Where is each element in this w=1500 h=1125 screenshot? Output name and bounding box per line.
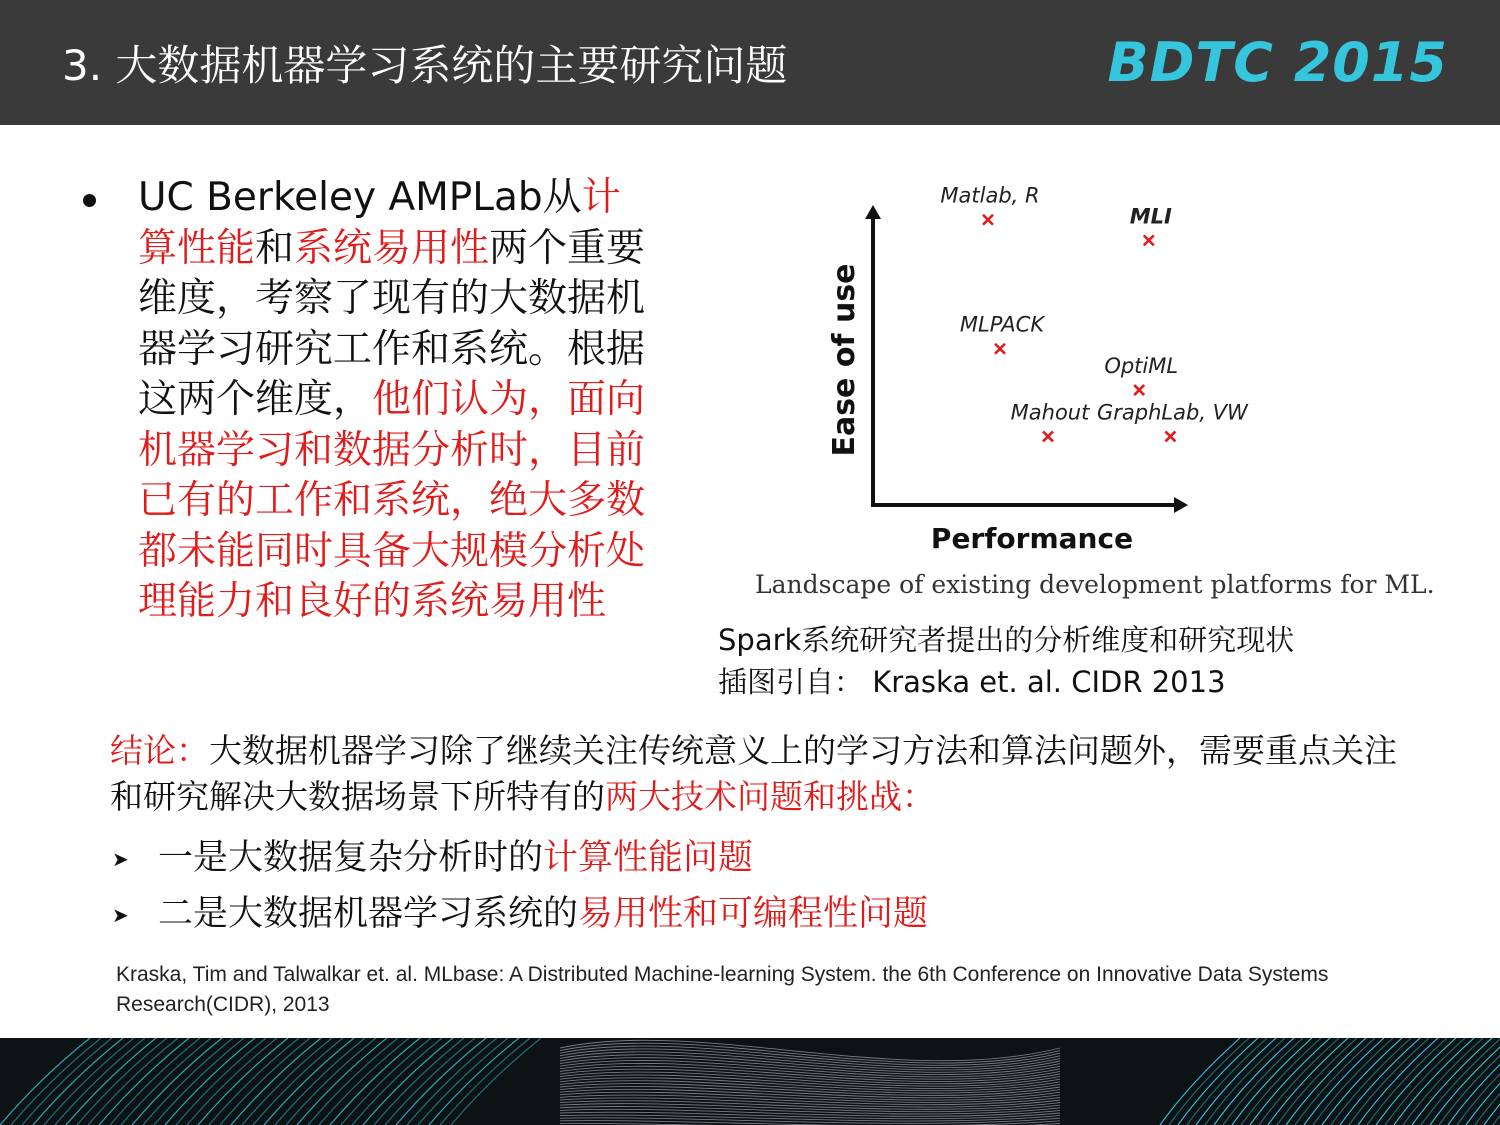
wave-line <box>1196 1038 1276 1125</box>
left-bullet-text <box>138 173 648 628</box>
wave-line <box>1160 1038 1240 1125</box>
chart-point <box>1130 204 1172 245</box>
y-axis-label: Ease of use <box>827 263 862 457</box>
wave-line <box>560 1101 1060 1110</box>
wave-pattern-icon <box>0 1038 1500 1125</box>
slide-title: 3. 大数据机器学习系统的主要研究问题 <box>62 41 788 90</box>
scatter-chart <box>800 160 1460 590</box>
y-axis-arrow-icon <box>865 205 881 219</box>
point-label: GraphLab, VW <box>1097 400 1248 425</box>
bullet-segment: 两个重要维度，考察了现有的大数据机器学习研究工作和系统。根据这两个维度， <box>138 225 646 422</box>
bullet-segment: 和 <box>255 225 295 271</box>
list-item-prefix: 二是大数据机器学习系统的 <box>158 894 579 934</box>
wave-line <box>560 1118 1060 1124</box>
list-item <box>112 830 753 880</box>
arrow-bullet-icon: ➤ <box>112 903 129 927</box>
point-label: Mahout <box>1010 400 1090 425</box>
point-label: MLI <box>1129 204 1172 229</box>
bullet-segment-highlight: 他们认为，面向机器学习和数据分析时，目前已有的工作和系统，绝大多数都未能同时具备大规模分析处理能力和良好的系统易用性 <box>138 377 646 624</box>
chart-points <box>940 184 1249 442</box>
footer-decoration <box>0 1038 1500 1125</box>
arrow-bullet-icon: ➤ <box>112 847 129 871</box>
chart-point <box>1104 354 1178 395</box>
list-item <box>112 886 928 936</box>
point-label: Matlab, R <box>940 183 1040 208</box>
conclusion-body: 大数据机器学习除了继续关注传统意义上的学习方法和算法问题外，需要重点关注和研究解决大数据场景下所特有的 <box>110 731 1397 816</box>
wave-line <box>560 1104 1060 1112</box>
x-axis-label: Performance <box>930 522 1134 555</box>
list-item-highlight: 计算性能问题 <box>543 838 754 878</box>
wave-line <box>1430 1038 1500 1125</box>
wave-line <box>1187 1038 1267 1125</box>
wave-line <box>440 1038 530 1125</box>
header-bar <box>0 0 1500 125</box>
bullet-dot-icon <box>83 194 96 207</box>
source-line-2: 插图引自： Kraska et. al. CIDR 2013 <box>718 665 1226 699</box>
conclusion-highlight: 两大技术问题和挑战： <box>605 777 935 816</box>
chart-point <box>940 184 1039 225</box>
wave-line <box>560 1072 1060 1086</box>
wave-line <box>429 1038 519 1125</box>
wave-line <box>451 1038 541 1125</box>
point-label: MLPACK <box>959 312 1045 337</box>
brand-logo: BDTC 2015 <box>1107 31 1448 94</box>
wave-line <box>1205 1038 1285 1125</box>
chart-point <box>1011 400 1090 441</box>
list-item-prefix: 一是大数据复杂分析时的 <box>158 838 544 878</box>
chart-point <box>960 313 1046 354</box>
source-line-1: Spark系统研究者提出的分析维度和研究现状 <box>718 623 1295 657</box>
bullet-segment-highlight: 系统易用性 <box>294 225 490 271</box>
conclusion-text <box>110 728 1420 820</box>
conclusion-label: 结论： <box>110 731 209 770</box>
bullet-segment-highlight: 计算性能 <box>138 175 621 271</box>
bullet-segment: UC Berkeley AMPLab从 <box>138 175 582 220</box>
scatter-chart-svg <box>800 160 1460 590</box>
reference-citation: Kraska, Tim and Talwalkar et. al. MLbase: A Distributed Machine-learning System. the 6th Conference on Innovative Data Systems Research(CIDR), 2013 <box>116 963 1329 1016</box>
list-item-highlight: 易用性和可编程性问题 <box>578 894 929 934</box>
chart-point <box>1097 400 1249 441</box>
chart-caption: Landscape of existing development platforms for ML. <box>755 570 1435 599</box>
x-axis-arrow-icon <box>1174 497 1188 513</box>
wave-line <box>1169 1038 1249 1125</box>
point-label: OptiML <box>1104 354 1179 379</box>
wave-line <box>1178 1038 1258 1125</box>
